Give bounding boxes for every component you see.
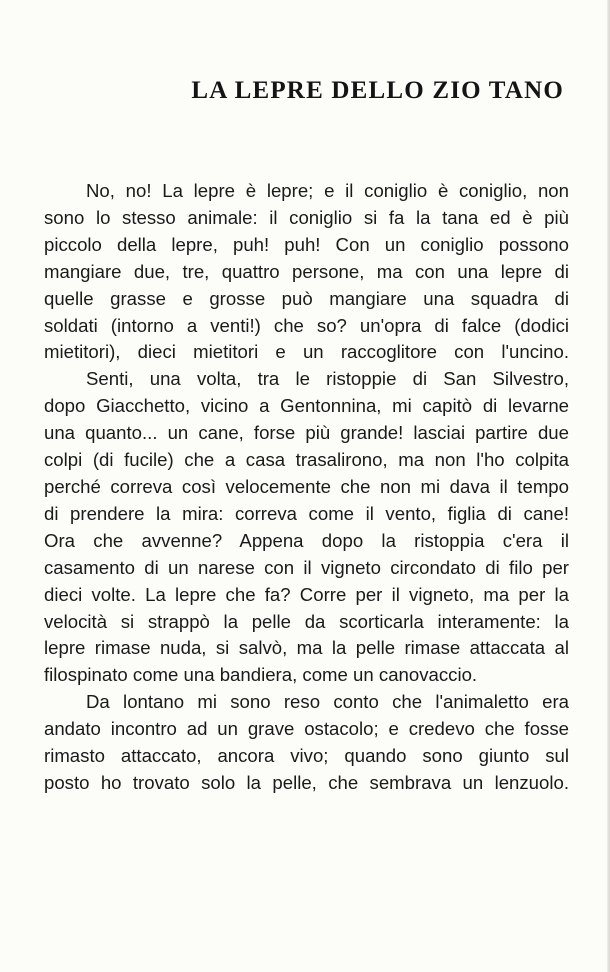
text-line: sono lo stesso animale: il coniglio si fa la tana ed è più xyxy=(44,206,569,228)
text-line: Senti, una volta, tra le ristoppie di San Silvestro, xyxy=(86,368,569,390)
text-line: velocità si strappò la pelle da scorticarla interamente: la xyxy=(44,610,569,632)
text-line: dieci volte. La lepre che fa? Corre per il vigneto, ma per la xyxy=(44,583,569,605)
text-line: mangiare due, tre, quattro persone, ma con una lepre di xyxy=(44,260,569,282)
text-line: Ora che avvenne? Appena dopo la ristoppia c'era il xyxy=(44,529,569,551)
text-line: di prendere la mira: correva come il vento, figlia di cane! xyxy=(44,502,569,524)
text-line: posto ho trovato solo la pelle, che sembrava un lenzuolo. xyxy=(44,771,569,793)
text-line: casamento di un narese con il vigneto circondato di filo per xyxy=(44,556,569,578)
chapter-body xyxy=(44,178,569,797)
text-line: rimasto attaccato, ancora vivo; quando sono giunto sul xyxy=(44,745,569,767)
text-line: una quanto... un cane, forse più grande! lasciai partire due xyxy=(44,422,569,444)
text-line: colpi (di fucile) che a casa trasalirono, ma non l'ho colpita xyxy=(44,449,569,471)
text-line: Da lontano mi sono reso conto che l'animaletto era xyxy=(86,691,569,713)
text-line: piccolo della lepre, puh! puh! Con un coniglio possono xyxy=(44,233,569,255)
paragraph-2 xyxy=(44,366,569,689)
chapter-title: LA LEPRE DELLO ZIO TANO xyxy=(191,77,564,104)
paragraph-3 xyxy=(44,689,569,797)
text-line: andato incontro ad un grave ostacolo; e credevo che fosse xyxy=(44,718,569,740)
text-line: mietitori), dieci mietitori e un raccoglitore con l'uncino. xyxy=(44,341,569,363)
text-line: lepre rimase nuda, si salvò, ma la pelle rimase attaccata al xyxy=(44,637,569,659)
text-line: soldati (intorno a venti!) che so? un'opra di falce (dodici xyxy=(44,314,569,336)
text-line: quelle grasse e grosse può mangiare una squadra di xyxy=(44,287,569,309)
text-line: filospinato come una bandiera, come un canovaccio. xyxy=(44,664,478,686)
text-line: perché correva così velocemente che non mi dava il tempo xyxy=(44,475,569,497)
text-line: dopo Giacchetto, vicino a Gentonnina, mi capitò di levarne xyxy=(44,395,569,417)
paragraph-1 xyxy=(44,178,569,366)
text-line: No, no! La lepre è lepre; e il coniglio è coniglio, non xyxy=(86,180,569,201)
